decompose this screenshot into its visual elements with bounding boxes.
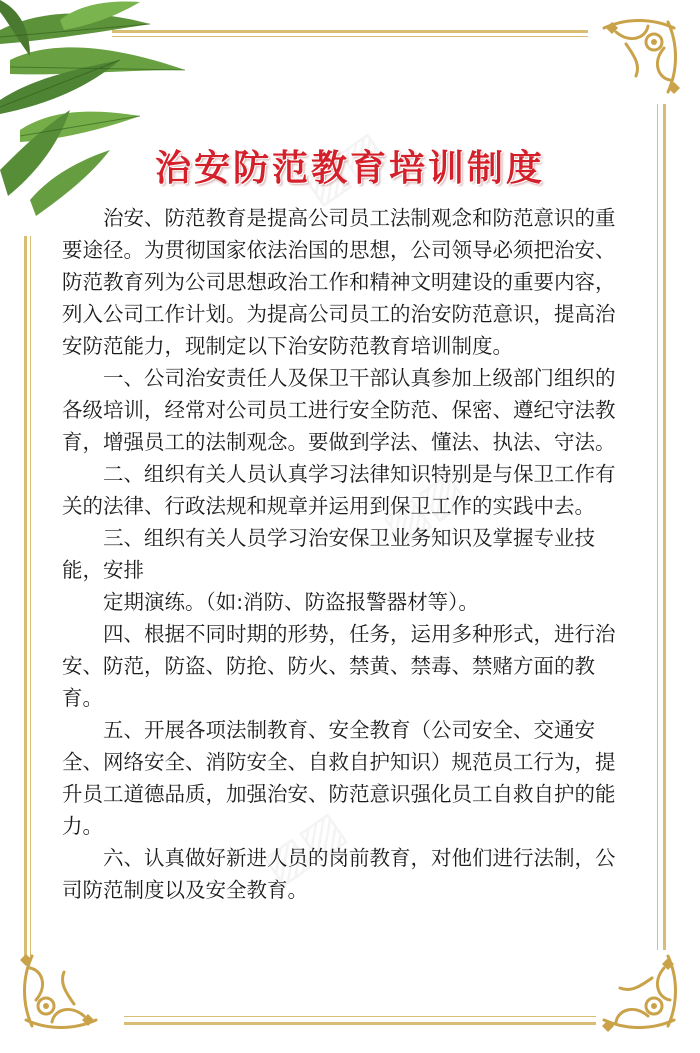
rule-paragraph-6: 六、认真做好新进人员的岗前教育，对他们进行法制，公司防范制度以及安全教育。 <box>62 846 616 902</box>
rule-paragraph-1: 一、公司治安责任人及保卫干部认真参加上级部门组织的各级培训，经常对公司员工进行安全防范、保密、遵纪守法教育，增强员工的法制观念。要做到学法、懂法、执法、守法。 <box>62 366 616 454</box>
frame-right-line <box>663 104 666 950</box>
frame-left-line <box>24 236 27 956</box>
rule-paragraph-2: 二、组织有关人员认真学习法律知识特别是与保卫工作有关的法律、行政法规和规章并运用到保卫工作的实践中去。 <box>62 462 616 518</box>
frame-left-inner-line <box>30 236 31 956</box>
rule-paragraph-3: 三、组织有关人员学习治安保卫业务知识及掌握专业技能，安排 <box>62 526 595 582</box>
corner-ornament-icon <box>596 948 682 1034</box>
rule-paragraph-4: 四、根据不同时期的形势，任务，运用多种形式，进行治安、防范，防盗、防抢、防火、禁黄、禁毒、禁赌方面的教育。 <box>62 622 616 710</box>
page-title: 治安防范教育培训制度 <box>154 148 545 189</box>
frame-right-inner-line <box>657 104 658 950</box>
frame-bottom-inner-line <box>124 1016 596 1017</box>
bamboo-decoration-icon <box>0 0 200 230</box>
frame-bottom-line <box>124 1022 596 1025</box>
rule-paragraph-5: 五、开展各项法制教育、安全教育（公司安全、交通安全、网络安全、消防安全、自救自护知识）规范员工行为，提升员工道德品质，加强治安、防范意识强化员工自救自护的能力。 <box>62 718 616 838</box>
intro-paragraph: 治安、防范教育是提高公司员工法制观念和防范意识的重要途径。为贯彻国家依法治国的思想，公司领导必须把治安、防范教育列为公司思想政治工作和精神文明建设的重要内容，列入公司工作计划。为提高公司员工的治安防范意识，提高治安防范能力，现制定以下治安防范教育培训制度。 <box>62 206 616 358</box>
corner-ornament-icon <box>18 948 104 1034</box>
document-body <box>62 202 628 906</box>
corner-ornament-icon <box>596 14 682 100</box>
rule-paragraph-3-continued: 定期演练。（如:消防、防盗报警器材等）。 <box>103 590 479 614</box>
